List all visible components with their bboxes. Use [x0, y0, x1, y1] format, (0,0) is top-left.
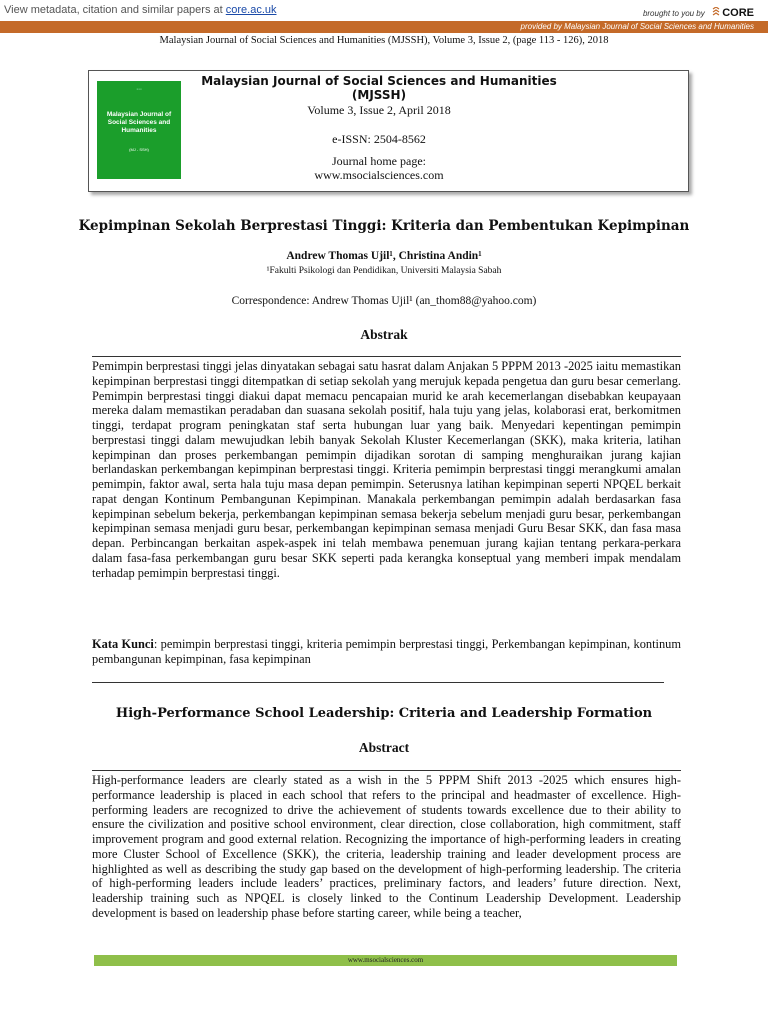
core-metadata-text: [4, 4, 277, 16]
kata-kunci-text: : pemimpin berprestasi tinggi, kriteria pemimpin berprestasi tinggi, Perkembangan kepimpinan, kontinum pembangunan kepimpinan, fasa kepimpinan: [92, 637, 681, 666]
core-link[interactable]: core.ac.uk: [225, 4, 277, 16]
journal-cover-image: [97, 81, 181, 179]
abstract-heading: Abstract: [358, 740, 410, 755]
correspondence: Correspondence: Andrew Thomas Ujil¹ (an_thom88@yahoo.com): [231, 295, 537, 307]
journal-volume: Volume 3, Issue 2, April 2018: [307, 103, 451, 117]
core-link-prefix: View metadata, citation and similar papers at: [4, 4, 226, 16]
journal-title: Malaysian Journal of Social Sciences and Humanities (MJSSH): [201, 74, 557, 102]
journal-homepage-url[interactable]: www.msocialsciences.com: [314, 168, 444, 182]
abstrak-heading: Abstrak: [360, 327, 408, 342]
journal-issn: e-ISSN: 2504-8562: [332, 132, 426, 146]
article-title-malay: Kepimpinan Sekolah Berprestasi Tinggi: Kriteria dan Pembentukan Kepimpinan: [78, 218, 690, 234]
journal-info-box: [88, 70, 689, 192]
authors: Andrew Thomas Ujil¹, Christina Andin¹: [286, 250, 482, 262]
abstract-top-rule: [92, 770, 681, 771]
article-title-english: High-Performance School Leadership: Criteria and Leadership Formation: [115, 706, 653, 721]
cover-title: Malaysian Journal of Social Sciences and Humanities: [106, 111, 172, 134]
core-brand[interactable]: [643, 3, 754, 21]
kata-kunci-label: Kata Kunci: [92, 637, 154, 651]
abstrak-top-rule: [92, 356, 681, 357]
core-logo-icon: [712, 7, 720, 18]
footer-url[interactable]: www.msocialsciences.com: [347, 956, 424, 964]
provided-by-text: provided by Malaysian Journal of Social Sciences and Humanities: [520, 22, 754, 31]
journal-homepage-label: Journal home page:: [332, 154, 426, 168]
cover-abbr: (MJ - SSH): [129, 147, 149, 152]
footer-bar: [94, 955, 677, 966]
core-banner: [0, 0, 768, 21]
affiliation: ¹Fakulti Psikologi dan Pendidikan, Universiti Malaysia Sabah: [266, 266, 502, 276]
abstract-text: High-performance leaders are clearly stated as a wish in the 5 PPPM Shift 2013 -2025 which ensures high-performance leadership is placed in each school that refers to the principal and headmaster of excellence. High-performing leaders are recognized to drive the achievement of students towards excellence due to their ability to ensure the civilization and positive school environment, clear direction, close collaboration, high commitment, staff improvement program and good external relation. Recognizing the importance of high-performing leaders in creating more Cluster School of Excellence (SKK), the criteria, leadership training and leader development process are highlighted as well as describing the study gap based on the development of high-performing leadership. The criteria of high-performing leaders include leaders’ practices, preliminary factors, and leaders’ future direction. Next, leadership training such as NPQEL is closely linked to the Continum Leadership Development. Leadership development is based on leadership phase before starting career, while being a teacher,: [92, 773, 681, 920]
keywords-bottom-rule: [92, 682, 664, 683]
brought-by-text: brought to you by: [642, 9, 705, 18]
abstrak-text: Pemimpin berprestasi tinggi jelas dinyatakan sebagai satu hasrat dalam Anjakan 5 PPPM 2013 -2025 iaitu memastikan kepimpinan berprestasi tinggi ditempatkan di setiap sekolah yang merujuk kepada pengetua dan guru besar cemerlang. Pemimpin berprestasi tinggi diakui dapat memacu pencapaian murid ke arah kecemerlangan disebabkan keupayaan mereka dalam memastikan peradaban dan suasana sekolah positif, hala tuju yang jelas, kolaborasi erat, berkomitmen tinggi, terdapat program peningkatan staf serta hubungan luar yang baik. Menyedari kepentingan pemimpin berprestasi tinggi dalam mewujudkan lebih banyak Sekolah Kluster Kecemerlangan (SKK), maka kriteria, latihan kepimpinan dan proses perkembangan pemimpin dijadikan sorotan di samping menghuraikan jurang kajian berlandaskan perkembangan kepimpinan berprestasi tinggi. Kriteria pemimpin berprestasi tinggi merangkumi amalan pemimpin, faktor awal, serta hala tuju masa depan pemimpin. Seterusnya latihan kepimpinan seperti NPQEL berkait rapat dengan Kontinum Pembangunan Kepimpinan. Manakala perkembangan pemimpin adalah berdasarkan fasa kepimpinan sebelum bekerja, perkembangan kepimpinan semasa bekerja sebelum menjadi guru besar, perkembangan kepimpinan semasa menjadi guru besar, perkembangan kepimpinan semasa menjadi Guru Besar SKK, dan fasa masa depan. Perbincangan berkaitan aspek-aspek ini telah membawa penemuan jurang kajian tentang perkara-perkara dalam fasa-fasa perkembangan guru besar SKK seperti pada kerangka konseptual yang memberi impak mendalam terhadap pemimpin berprestasi tinggi.: [92, 359, 681, 580]
keywords-malay: [92, 637, 681, 667]
running-header: Malaysian Journal of Social Sciences and Humanities (MJSSH), Volume 3, Issue 2, (page 113 - 126), 2018: [159, 35, 609, 46]
core-logo-text: CORE: [722, 7, 754, 19]
cover-top-strip: ▪ ▪ ▪: [136, 87, 142, 91]
provided-by-bar: [0, 21, 768, 33]
